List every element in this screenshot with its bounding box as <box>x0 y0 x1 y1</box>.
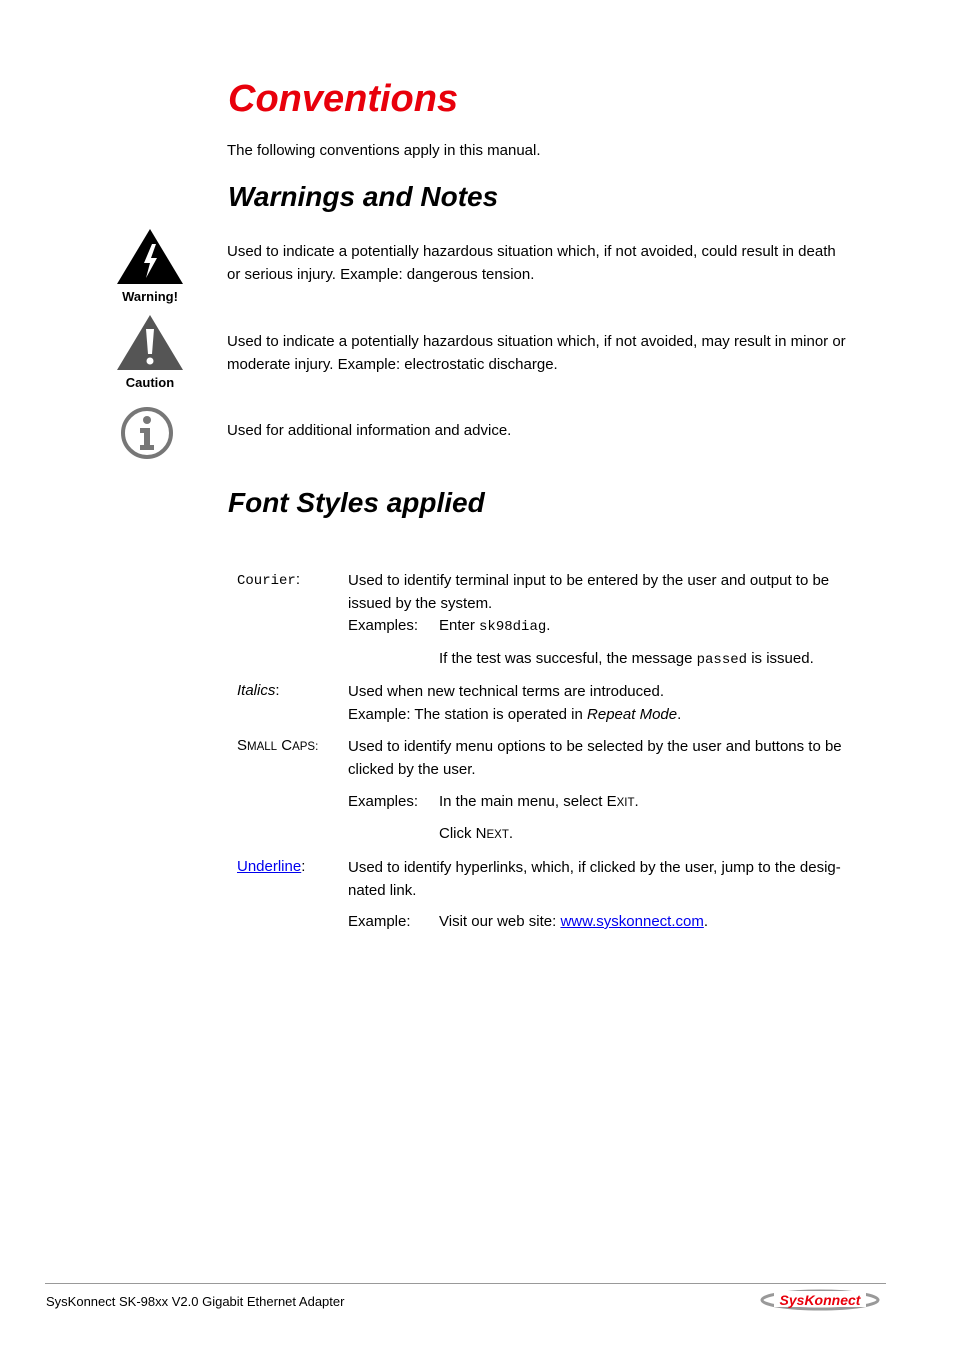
warning-text-line2: or serious injury. Example: dangerous tension. <box>227 266 535 283</box>
info-block <box>119 405 175 466</box>
underline-desc-line1: Used to identify hyperlinks, which, if clicked by the user, jump to the desig- <box>348 859 841 876</box>
courier-ex2-code: passed <box>696 652 748 668</box>
warning-high-voltage-icon <box>115 227 185 287</box>
caution-block <box>110 313 190 390</box>
smallcaps-term-mall: MALL <box>247 741 278 753</box>
courier-example-1 <box>439 617 550 635</box>
courier-ex1-suffix: . <box>546 617 551 634</box>
page-title: Conventions <box>228 78 459 120</box>
smallcaps-term-c: C <box>281 737 293 754</box>
info-text: Used for additional information and advice. <box>227 422 512 439</box>
courier-term-label: Courier <box>237 573 296 589</box>
smallcaps-example-2 <box>439 825 513 842</box>
courier-desc-line2: issued by the system. <box>348 595 493 612</box>
smallcaps-term-s: S <box>237 737 248 754</box>
caution-text <box>227 330 889 376</box>
smallcaps-ex1-small: XIT <box>616 797 635 809</box>
footer-divider <box>45 1283 886 1284</box>
smallcaps-ex2-suffix: . <box>508 825 514 842</box>
smallcaps-desc-line2: clicked by the user. <box>348 761 476 778</box>
underline-ex-prefix: Visit our web site: <box>439 913 561 930</box>
warnings-heading: Warnings and Notes <box>228 181 499 212</box>
smallcaps-example-1 <box>439 793 639 810</box>
smallcaps-examples-label: Examples: <box>348 793 419 810</box>
caution-label: Caution <box>125 375 175 390</box>
syskonnect-website-link[interactable]: www.syskonnect.com <box>560 913 704 930</box>
smallcaps-ex1-prefix: In the main menu, select <box>439 793 607 810</box>
underline-term <box>237 858 305 875</box>
underline-example-label: Example: <box>348 913 411 930</box>
smallcaps-term-aps: APS <box>292 741 316 753</box>
underline-desc <box>348 856 878 902</box>
smallcaps-desc-line1: Used to identify menu options to be selected by the user and buttons to be <box>348 738 842 755</box>
courier-example-2 <box>439 650 814 668</box>
underline-example <box>439 913 708 930</box>
warning-text-line1: Used to indicate a potentially hazardous situation which, if not avoided, could result in death <box>227 243 836 260</box>
underline-desc-line2: nated link. <box>348 882 417 899</box>
italics-line2-prefix: Example: The station is operated in <box>348 706 588 723</box>
courier-term <box>237 571 300 589</box>
underline-term-link[interactable]: Underline <box>237 858 302 875</box>
warning-block <box>110 227 190 304</box>
courier-examples-label: Examples: <box>348 617 419 634</box>
smallcaps-ex2-cap: N <box>475 825 487 842</box>
warning-label: Warning! <box>122 289 178 304</box>
italics-term <box>237 682 280 699</box>
info-icon <box>119 405 175 461</box>
courier-ex1-code: sk98diag <box>479 619 547 635</box>
logo-text: SysKonnect <box>779 1292 861 1308</box>
caution-text-line2: moderate injury. Example: electrostatic discharge. <box>227 356 558 373</box>
courier-term-colon: : <box>295 571 300 588</box>
italics-desc-line2 <box>348 703 878 726</box>
smallcaps-ex1-suffix: . <box>634 793 639 810</box>
footer-text: SysKonnect SK-98xx V2.0 Gigabit Ethernet Adapter <box>46 1294 345 1309</box>
caution-exclamation-icon <box>115 313 185 373</box>
syskonnect-logo-icon <box>760 1285 884 1315</box>
warning-text <box>227 240 889 286</box>
smallcaps-term <box>237 737 318 754</box>
smallcaps-ex1-cap: E <box>606 793 617 810</box>
courier-ex2-prefix: If the test was succesful, the message <box>439 650 697 667</box>
smallcaps-ex2-small: EXT <box>486 829 509 841</box>
underline-ex-suffix: . <box>703 913 709 930</box>
smallcaps-ex2-prefix: Click <box>439 825 476 842</box>
italics-desc <box>348 680 878 726</box>
italics-term-colon: : <box>275 682 280 699</box>
font-styles-heading: Font Styles applied <box>228 487 485 518</box>
italics-desc-line1: Used when new technical terms are introduced. <box>348 683 664 700</box>
courier-ex1-prefix: Enter <box>439 617 480 634</box>
smallcaps-desc <box>348 735 878 781</box>
italics-term-label: Italics <box>237 682 276 699</box>
syskonnect-logo <box>760 1285 884 1320</box>
smallcaps-term-colon: : <box>315 741 319 753</box>
courier-ex2-suffix: is issued. <box>747 650 814 667</box>
italics-line2-term: Repeat Mode <box>587 706 678 723</box>
italics-line2-suffix: . <box>677 706 682 723</box>
courier-desc <box>348 569 878 615</box>
caution-text-line1: Used to indicate a potentially hazardous situation which, if not avoided, may result in minor or <box>227 333 846 350</box>
underline-term-colon: : <box>301 858 306 875</box>
courier-desc-line1: Used to identify terminal input to be entered by the user and output to be <box>348 572 830 589</box>
intro-text: The following conventions apply in this manual. <box>227 142 541 159</box>
